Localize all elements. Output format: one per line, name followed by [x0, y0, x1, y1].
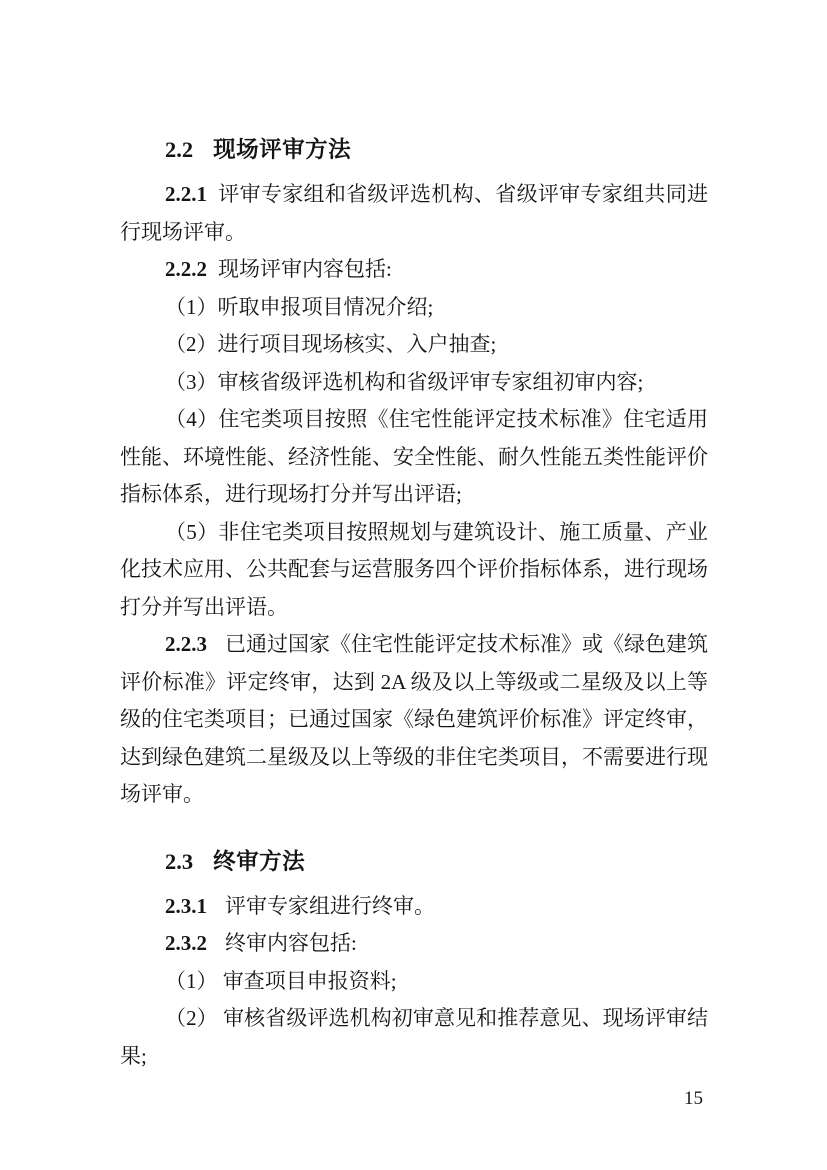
clause-text: 评审专家组进行终审。	[225, 893, 435, 918]
clause-number: 2.2.2	[165, 257, 207, 281]
clause-number: 2.2.3	[165, 632, 207, 656]
section-heading-2-3	[120, 842, 708, 882]
list-item-1	[120, 289, 708, 327]
list-item-text: （3）审核省级评选机构和省级评审专家组初审内容;	[165, 369, 644, 394]
paragraph-2-3-2	[120, 925, 708, 963]
clause-number: 2.2.1	[165, 182, 207, 206]
section-title: 现场评审方法	[213, 137, 352, 162]
list-item-4	[120, 401, 708, 514]
clause-text: 已通过国家《住宅性能评定技术标准》或《绿色建筑评价标准》评定终审，达到 2A 级及以上等级或二星级及以上等级的住宅类项目；已通过国家《绿色建筑评价标准》评定终审，达到绿色建筑二星级及以上等级的非住宅类项目，不需要进行现场评审。	[120, 632, 708, 806]
section-number: 2.3	[165, 848, 194, 874]
list-item-text: （2）进行项目现场核实、入户抽查;	[165, 332, 497, 356]
list-item-text: （1） 审查项目申报资料;	[165, 968, 397, 993]
paragraph-2-2-1	[120, 176, 708, 251]
clause-text: 评审专家组和省级评选机构、省级评审专家组共同进行现场评审。	[120, 182, 708, 244]
list-item-1	[120, 963, 708, 1001]
clause-text: 终审内容包括:	[225, 931, 357, 955]
list-item-2	[120, 1000, 708, 1075]
clause-text: 现场评审内容包括:	[218, 257, 392, 281]
paragraph-2-2-3	[120, 626, 708, 814]
section-title: 终审方法	[213, 848, 306, 874]
page-number: 15	[684, 1088, 703, 1109]
document-body	[120, 130, 708, 1075]
list-item-text: （5）非住宅类项目按照规划与建筑设计、施工质量、产业化技术应用、公共配套与运营服务四个评价指标体系，进行现场打分并写出评语。	[120, 519, 708, 619]
list-item-2	[120, 326, 708, 364]
section-heading-2-2	[120, 130, 708, 170]
clause-number: 2.3.1	[165, 893, 207, 918]
list-item-text: （2） 审核省级评选机构初审意见和推荐意见、现场评审结果;	[120, 1006, 708, 1068]
clause-number: 2.3.2	[165, 931, 207, 955]
paragraph-2-3-1	[120, 888, 708, 926]
section-number: 2.2	[165, 137, 194, 162]
list-item-3	[120, 364, 708, 402]
list-item-text: （1）听取申报项目情况介绍;	[165, 294, 434, 319]
list-item-5	[120, 514, 708, 627]
paragraph-2-2-2	[120, 251, 708, 289]
list-item-text: （4）住宅类项目按照《住宅性能评定技术标准》住宅适用性能、环境性能、经济性能、安全性能、耐久性能五类性能评价指标体系，进行现场打分并写出评语;	[120, 407, 708, 506]
